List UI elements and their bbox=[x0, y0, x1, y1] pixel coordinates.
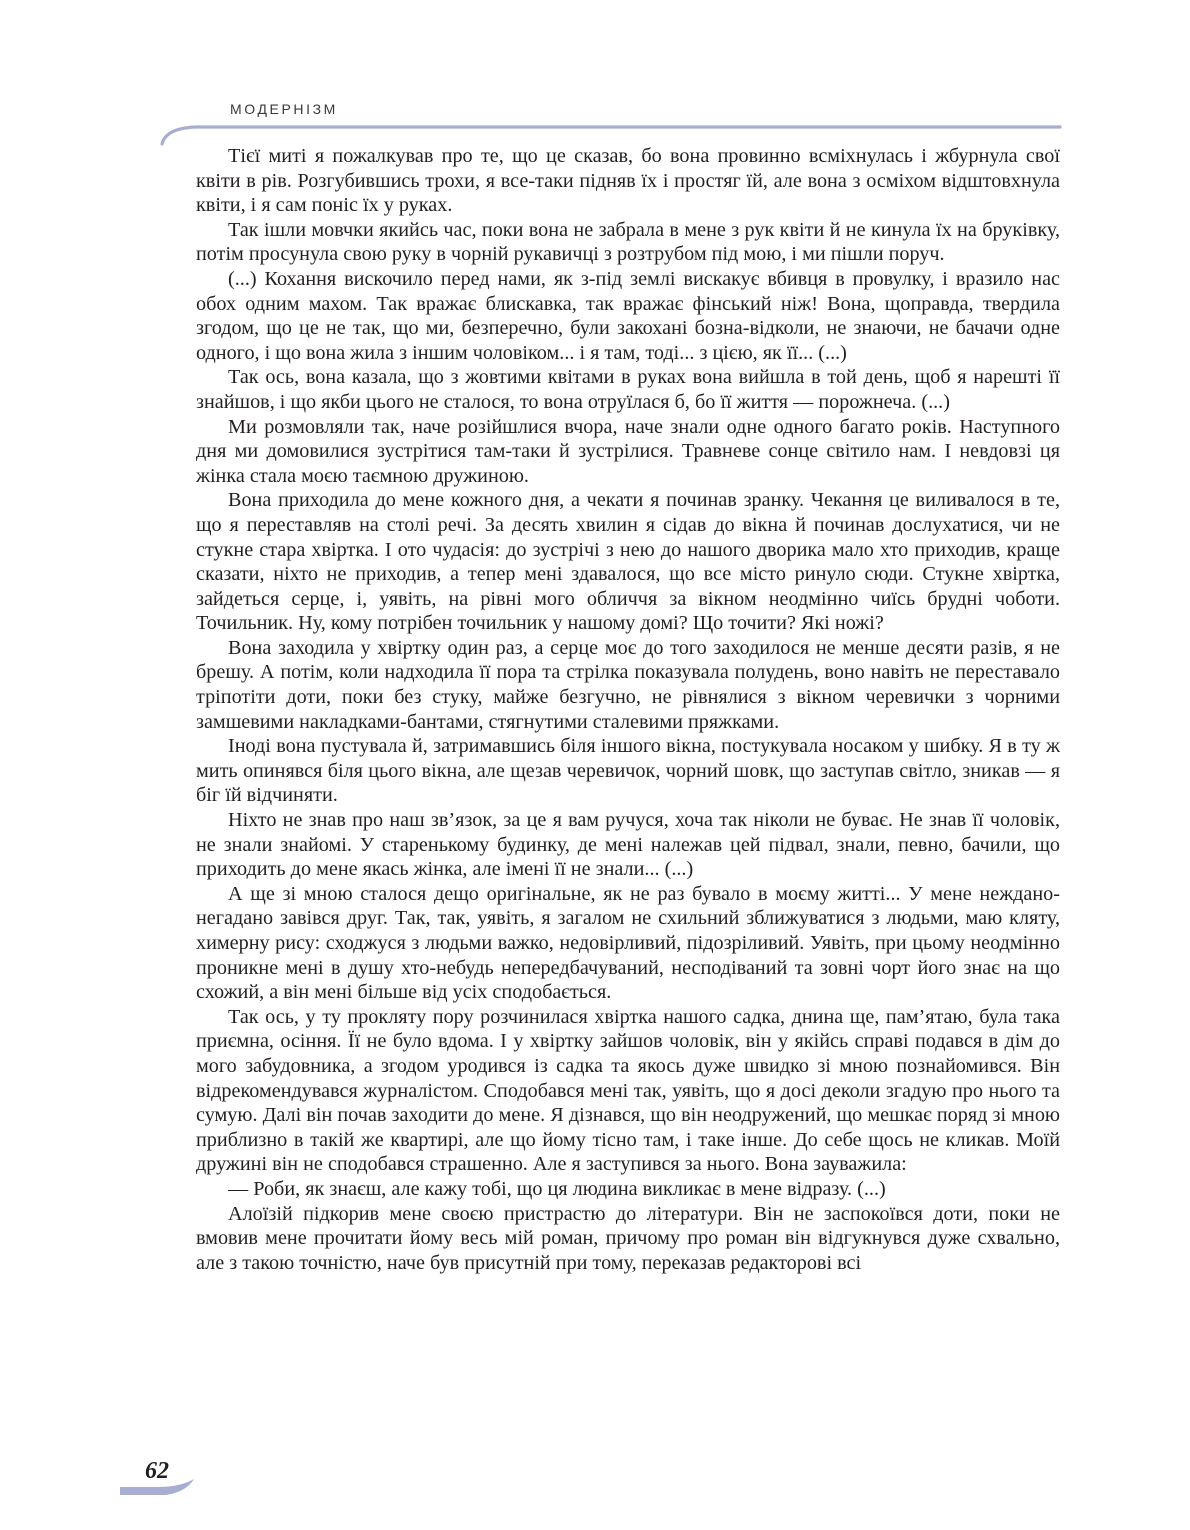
running-head: МОДЕРНІЗМ bbox=[230, 101, 338, 117]
paragraph: Так ось, вона казала, що з жовтими квітами в руках вона вийшла в той день, щоб я нарешті її знайшов, і що якби цього не сталося, то вона отруїлася б, бо її життя — порожнеча. (...) bbox=[196, 366, 1060, 413]
paragraph: Ніхто не знав про наш зв’язок, за це я вам ручуся, хоча так ніколи не буває. Не знав її чоловік, не знали знайомі. У старенькому будинку, де мені належав цей підвал, знали, певно, бачили, що приходить до мене якась жінка, але імені її не знали... (...) bbox=[196, 809, 1060, 881]
paragraph: Вона заходила у хвіртку один раз, а серце моє до того заходилося не менше десяти разів, я не брешу. А потім, коли надходила її пора та стрілка показувала полудень, воно навіть не переставало тріпотіти доти, поки без стуку, майже безгучно, не рівнялися з вікном черевички з чорними замшевими накладками-бантами, стягнутими сталевими пряжками. bbox=[196, 636, 1060, 733]
paragraph: Алоїзій підкорив мене своєю пристрастю до літератури. Він не заспокоївся доти, поки не вмовив мене прочитати йому весь мій роман, причому про роман він відгукнувся дуже схвально, але з такою точністю, наче був присутній при тому, переказав редакторові всі bbox=[196, 1202, 1060, 1274]
body-text bbox=[196, 144, 1060, 1275]
paragraph: (...) Кохання вискочило перед нами, як з-під землі вискакує вбивця в провулку, і вразило нас обох одним махом. Так вражає блискавка, так вражає фінський ніж! Вона, щоправда, твердила згодом, що це не так, що ми, безперечно, були закохані бозна-відколи, не знаючи, не бачачи одне одного, і що вона жила з іншим чоловіком... і я там, тоді... з цією, як її... (...) bbox=[196, 267, 1060, 364]
paragraph: Тієї миті я пожалкував про те, що це сказав, бо вона провинно всміхнулась і жбурнула свої квіти в рів. Розгубившись трохи, я все-таки підняв їх і простяг їй, але вона з осміхом відштовхнула квіти, і я сам поніс їх у руках. bbox=[196, 145, 1060, 217]
paragraph: Іноді вона пустувала й, затримавшись біля іншого вікна, постукувала носаком у шибку. Я в ту ж мить опинявся біля цього вікна, але щезав черевичок, чорний шовк, що заступав світло, зникав — я біг їй відчиняти. bbox=[196, 735, 1060, 807]
footer-swoosh bbox=[120, 1478, 200, 1500]
header-rule bbox=[160, 120, 1062, 146]
paragraph: Так ішли мовчки якийсь час, поки вона не забрала в мене з рук квіти й не кинула їх на бруківку, потім просунула свою руку в чорній рукавичці з розтрубом під мою, і ми пішли поруч. bbox=[196, 218, 1060, 266]
paragraph: — Роби, як знаєш, але кажу тобі, що ця людина викликає в мене відразу. (...) bbox=[228, 1177, 886, 1200]
page-number: 62 bbox=[145, 1458, 169, 1484]
paragraph: А ще зі мною сталося дещо оригінальне, як не раз бувало в моєму житті... У мене неждано-негадано завівся друг. Так, так, уявіть, я загалом не схильний зближуватися з людьми, маю кляту, химерну рису: сходжуся з людьми важко, недовірливий, підозріливий. Уявіть, при цьому неодмінно проникне мені в душу хто-небудь непередбачуваний, несподіваний та зовні чорт його знає на що схожий, а він мені більше від усіх сподобається. bbox=[196, 882, 1060, 1004]
paragraph: Так ось, у ту прокляту пору розчинилася хвіртка нашого садка, днина ще, пам’ятаю, була така приємна, осіння. Її не було вдома. І у хвіртку зайшов чоловік, він у якійсь справі подався в дім до мого забудовника, а згодом уродився із садка та якось дуже швидко зі мною познайомився. Він відрекомендувався журналістом. Сподобався мені так, уявіть, що я досі деколи згадую про нього та сумую. Далі він почав заходити до мене. Я дізнався, що він неодружений, що мешкає поряд зі мною приблизно в такій же квартирі, але що йому тісно там, і таке інше. До себе щось не кликав. Моїй дружині він не сподобався страшенно. Але я заступився за нього. Вона зауважила: bbox=[196, 1005, 1060, 1176]
paragraph: Вона приходила до мене кожного дня, а чекати я починав зранку. Чекання це виливалося в те, що я переставляв на столі речі. За десять хвилин я сідав до вікна й починав дослухатися, чи не стукне стара хвіртка. І ото чудасія: до зустрічі з нею до нашого дворика мало хто приходив, краще сказати, ніхто не приходив, а тепер мені здавалося, що все місто ринуло сюди. Стукне хвіртка, зайдеться серце, і, уявіть, на рівні мого обличчя за вікном неодмінно чиїсь брудні чоботи. Точильник. Ну, кому потрібен точильник у нашому домі? Що точити? Які ножі? bbox=[196, 489, 1060, 635]
paragraph: Ми розмовляли так, наче розійшлися вчора, наче знали одне одного багато років. Наступного дня ми домовилися зустрітися там-таки й зустрілися. Травневе сонце світило нам. І невдовзі ця жінка стала моєю таємною дружиною. bbox=[196, 415, 1060, 487]
